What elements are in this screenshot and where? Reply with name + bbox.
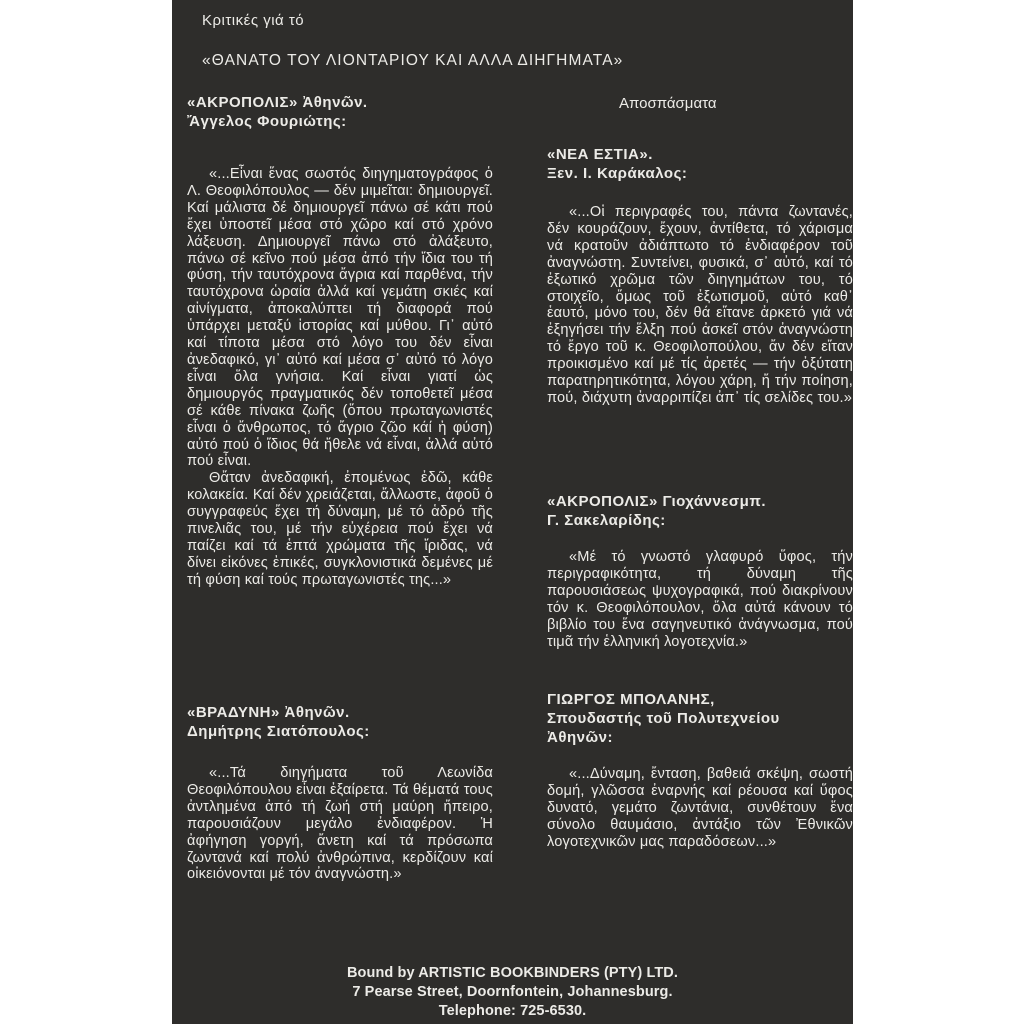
reviewer-affiliation-city: Ἀθηνῶν: [547, 729, 613, 746]
review-source [547, 690, 853, 747]
review-quote [547, 204, 853, 407]
colophon-telephone: Telephone: 725-6530. [438, 1003, 587, 1019]
excerpts-label: Αποσπάσματα [619, 95, 717, 112]
reviewer-name: Γ. Σακελαρίδης: [547, 512, 666, 529]
book-title: «ΘΑΝΑΤΟ ΤΟΥ ΛΙΟΝΤΑΡΙΟΥ ΚΑΙ ΑΛΛΑ ΔΙΗΓΗΜΑΤΑ» [202, 52, 624, 69]
newspaper-name: «ΒΡΑΔΥΝΗ» Ἀθηνῶν. [187, 704, 350, 721]
reviewer-affiliation: Σπουδαστής τοῦ Πολυτεχνείου [547, 710, 780, 727]
review-source [547, 492, 853, 530]
review-source [187, 93, 493, 131]
reviewer-name: Ἄγγελος Φουριώτης: [187, 113, 347, 130]
review-akropolis-johannesburg [547, 492, 853, 650]
bookbinder-colophon [172, 964, 853, 1021]
book-back-cover [172, 0, 853, 1024]
quote-text: «...Οἱ περιγραφές του, πάντα ζωντανές, δέν κουράζουν, ἔχουν, ἀντίθετα, τό χάρισμα νά κρατοῦν ἀδιάπτωτο τό ἐνδιαφέρον τοῦ ἀναγνώστη. Συντείνει, φυσικά, σ᾽ αὐτό, καί τό ἐξωτικό χρῶμα τῶν διηγημάτων του, τό στοιχεῖο, ὅμως τοῦ ἐξωτισμοῦ, αὐτό καθ᾽ ἑαυτό, μόνο του, δέν θά εἴτανε ἀρκετό γιά νά ἐξηγήσει τήν ἕλξη πού ἀσκεῖ στόν ἀναγνώστη τό ἔργο τοῦ κ. Θεοφιλοπούλου, ἄν δέν εἴταν προικισμένο καί μέ τίς ἀρετές — τήν ὀξύτατη παρατηρητικότητα, λόγου χάρη, ἤ τήν ποίηση, πού, διάχυτη ἀναρριπίζει ἀπ᾽ τίς σελίδες του.» [547, 204, 853, 406]
quote-text: «Μέ τό γνωστό γλαφυρό ὕφος, τήν περιγραφικότητα, τή δύναμη τῆς παρουσιάσεως ψυχογραφικά, πού διακρίνουν τόν κ. Θεοφιλόπουλον, ὅλα αὐτά κάνουν τό βιβλίο του ἕνα σαγηνευτικό ἀνάγνωσμα, πού τιμᾶ τήν ἑλληνική λογοτεχνία.» [547, 549, 853, 650]
review-quote [187, 765, 493, 883]
review-source [187, 703, 493, 741]
quote-text: «...Εἶναι ἕνας σωστός διηγηματογράφος ὁ Λ. Θεοφιλόπουλος — δέν μιμεῖται: δημιουργεῖ. Καί μάλιστα δέ δημιουργεῖ πάνω σέ κάτι πού ἔχει ὑποστεῖ μέσα στό χῶρο καί στό χρόνο λάξευση. Δημιουργεῖ πάνω στό ἀλάξευτο, πάνω σέ κεῖνο πού μέσα ἀπό τήν ἴδια του τή φύση, τήν ταυτόχρονα ἄγρια καί παρθένα, τήν ταυτόχρονα ὡραία ἀλλά καί γεμάτη σκιές καί αἰνίγματα, ἀποκαλύπτει τή διαφορά πού ὑπάρχει μεταξύ ἱστορίας καί μύθου. Γι᾽ αὐτό καί τίποτα μέσα στό λόγο του δέν εἶναι ἀνεδαφικό, γι᾽ αὐτό καί μέσα σ᾽ αὐτό τό λόγο εἶναι ὅλα γνήσια. Καί εἶναι γιατί ὡς δημιουργός πραγματικός δέν τοποθετεῖ μέσα σέ κάθε πίνακα ζωῆς (ὅπου πρωταγωνιστές εἶναι ὁ ἄνθρωπος, τό ἄγριο ζῶο κάί ἡ φύση) αὐτό πού ὁ ἴδιος θά ἤθελε νά εἶναι, ἀλλά αὐτό πού εἶναι. [187, 166, 493, 470]
newspaper-name: «ΑΚΡΟΠΟΛΙΣ» Γιοχάννεσμπ. [547, 493, 766, 510]
newspaper-name: «ΝΕΑ ΕΣΤΙΑ». [547, 146, 653, 163]
newspaper-name: «ΑΚΡΟΠΟΛΙΣ» Ἀθηνῶν. [187, 94, 368, 111]
quote-text-continued: Θἄταν ἀνεδαφική, ἐπομένως ἐδῶ, κάθε κολακεία. Καί δέν χρειάζεται, ἄλλωστε, ἀφοῦ ὁ συγγραφεύς ἔχει τή δύναμη, μέ τό ἁδρό τῆς πινελιᾶς του, μέ τήν εὐχέρεια πού ἔχει νά παίζει καί τά ἑπτά χρώματα τῆς ἴριδας, νά δίνει εἰκόνες ἐπικές, συγκλονιστικά δεμένες μέ τή φύση καί τούς πρωταγωνιστές της...» [187, 470, 493, 588]
reviewer-name: Δημήτρης Σιατόπουλος: [187, 723, 370, 740]
review-bolanis [547, 690, 853, 851]
review-akropolis-athens [187, 93, 493, 589]
review-quote [547, 549, 853, 650]
intro-text: Κριτικές γιά τό [202, 12, 305, 29]
review-source [547, 145, 853, 183]
colophon-binder: Bound by ARTISTIC BOOKBINDERS (PTY) LTD. [346, 965, 679, 981]
colophon-address: 7 Pearse Street, Doornfontein, Johannesburg. [352, 984, 673, 1000]
review-quote [547, 766, 853, 851]
reviewer-name-heading: ΓΙΩΡΓΟΣ ΜΠΟΛΑΝΗΣ, [547, 691, 715, 708]
review-quote [187, 166, 493, 589]
quote-text: «...Τά διηγήματα τοῦ Λεωνίδα Θεοφιλόπουλου εἶναι ἐξαίρετα. Τά θέματά τους ἀντλημένα ἀπό τή ζωή στή μαύρη ἤπειρο, παρουσιάζουν μεγάλο ἐνδιαφέρον. Ἡ ἀφήγηση γοργή, ἄνετη καί τά πρόσωπα ζωντανά καί πολύ ἀνθρώπινα, κερδίζουν καί οἰκειόνονται μέ τόν ἀναγνώστη.» [187, 765, 493, 883]
quote-text: «...Δύναμη, ἔνταση, βαθειά σκέψη, σωστή δομή, γλῶσσα ἐναρνής καί ρέουσα καί ὕφος δυνατό, γεμάτο ζωντάνια, συνθέτουν ἕνα σύνολο θαυμάσιο, ἀντάξιο τῶν Ἐθνικῶν λογοτεχνικῶν μας παραδόσεων...» [547, 766, 853, 850]
review-nea-estia [547, 145, 853, 407]
reviewer-name: Ξεν. Ι. Καράκαλος: [547, 165, 688, 182]
review-vradyni [187, 703, 493, 883]
